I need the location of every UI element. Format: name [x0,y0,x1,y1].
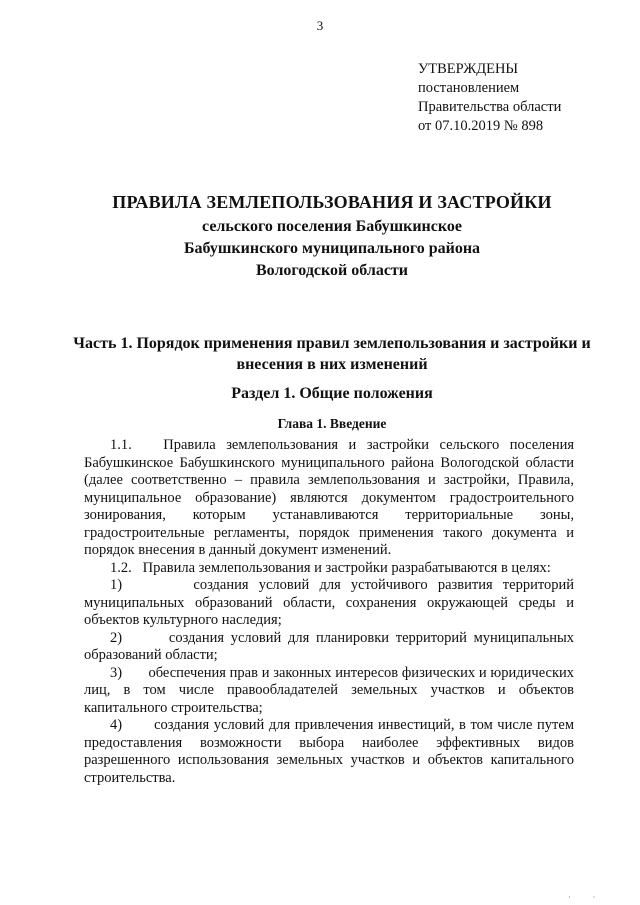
document-body [84,437,574,787]
list-item-number: 1) [110,577,123,593]
list-item-text: создания условий для привлечения инвестиций, в том числе путем предоставления возможности выбора наиболее эффективных видов разрешенного использования земельных участков и объектов капитального строительства. [84,717,574,786]
paragraph-text: Правила землепользования и застройки сельского поселения Бабушкинское Бабушкинского муниципального района Вологодской области (далее соответственно – правила землепользования и застройки, Правила, муниципальное образование) являются документом градостроительного зонирования, которым устанавливаются территориальные зоны, градостроительные регламенты, порядок применения такого документа и порядок внесения в данный документ изменений. [84,437,575,558]
paragraph-text: Правила землепользования и застройки разрабатываются в целях: [142,559,551,576]
document-subtitle [0,216,640,282]
approval-line: от 07.10.2019 № 898 [418,118,544,134]
paragraph-number: 1.1. [110,437,132,453]
scan-artifact: · · [568,893,606,902]
paragraph [84,560,574,578]
document-title: ПРАВИЛА ЗЕМЛЕПОЛЬЗОВАНИЯ И ЗАСТРОЙКИ [112,192,552,212]
paragraph [84,437,574,560]
paragraph-number: 1.2. [110,559,132,576]
approval-line: УТВЕРЖДЕНЫ [418,61,519,77]
part-heading: Часть 1. Порядок применения правил землепользования и застройки и внесения в них изменений [73,335,591,373]
list-item [84,717,574,787]
approval-line: постановлением [418,80,520,96]
list-item-text: создания условий для устойчивого развития территорий муниципальных образований области, сохранения окружающей среды и объектов культурного наследия; [84,577,574,628]
chapter-heading: Глава 1. Введение [277,416,387,431]
approval-line: Правительства области [418,99,562,115]
list-item-number: 3) [110,664,123,681]
list-item-number: 4) [110,717,123,733]
list-item-text: создания условий для планировки территорий муниципальных образований области; [84,629,574,663]
page-number: 3 [316,18,324,33]
list-item-text: обеспечения прав и законных интересов физических и юридических лиц, в том числе правообладателей земельных участков и объектов капитального строительства; [84,664,574,716]
subtitle-line: сельского поселения Бабушкинское [202,218,462,235]
list-item [84,665,574,718]
list-item-number: 2) [110,629,123,646]
list-item [84,577,574,630]
subtitle-line: Бабушкинского муниципального района [183,240,481,257]
approval-stamp [418,60,561,136]
section-heading: Раздел 1. Общие положения [231,385,433,402]
list-item [84,630,574,665]
subtitle-line: Вологодской области [255,262,409,279]
